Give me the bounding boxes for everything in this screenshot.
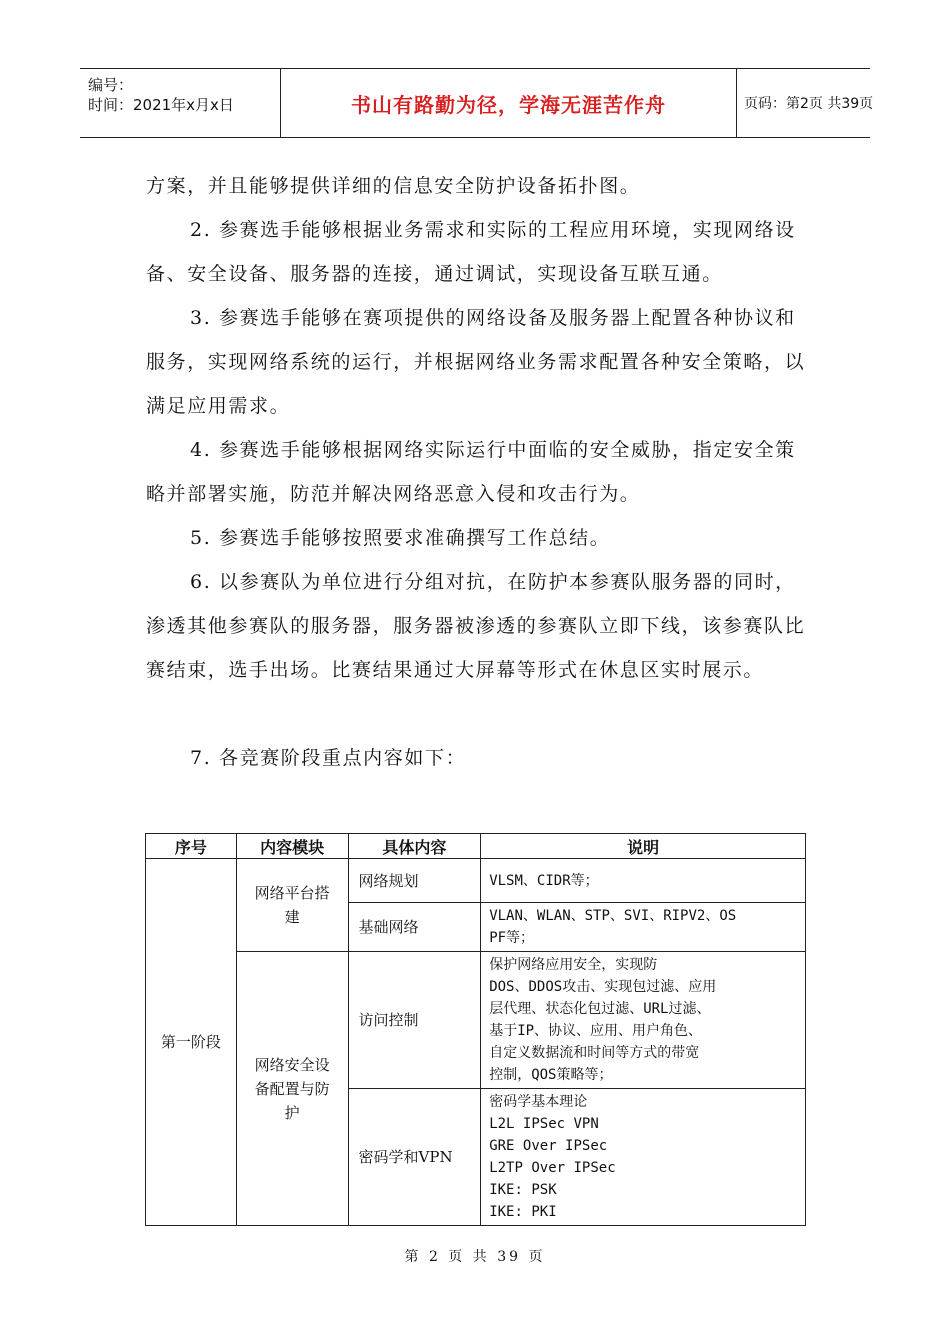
stage-label: 第一阶段: [160, 1033, 221, 1051]
desc-line: IKE: PSK: [489, 1182, 557, 1198]
desc-line: 基于IP、协议、应用、用户角色、: [489, 1023, 703, 1039]
number-label: 编号：: [88, 76, 134, 94]
desc-line: GRE Over IPSec: [489, 1138, 608, 1154]
desc-cell: [481, 1089, 806, 1226]
content-label: 基础网络: [358, 918, 419, 936]
page-header: [80, 68, 874, 138]
content-label: 网络规划: [358, 871, 419, 890]
content-label: 密码学和VPN: [358, 1148, 453, 1166]
content-label: 访问控制: [358, 1011, 419, 1029]
desc-line: IKE: PKI: [489, 1204, 557, 1220]
content-cell: [348, 903, 481, 952]
content-cell: [348, 859, 481, 903]
desc-line: L2L IPSec VPN: [489, 1116, 599, 1132]
desc-line: 密码学基本理论: [489, 1094, 588, 1110]
page-footer: 第 2 页 共 39 页: [404, 1249, 546, 1265]
header-page-label: 页码：第2页 共39页: [744, 96, 874, 112]
table-row: [146, 859, 806, 903]
paragraph-0: 方案，并且能够提供详细的信息安全防护设备拓扑图。: [146, 175, 641, 197]
desc-cell: [481, 903, 806, 952]
desc-line: 控制，QOS策略等；: [489, 1067, 613, 1083]
module-label: 网络平台搭建: [254, 884, 330, 926]
paragraph-6: 7. 各竞赛阶段重点内容如下：: [190, 747, 467, 769]
paragraph-1: 2. 参赛选手能够根据业务需求和实际的工程应用环境，实现网络设备、安全设备、服务器的连接，通过调试，实现设备互联互通。: [146, 219, 796, 285]
desc-line: 保护网络应用安全，实现防: [489, 957, 658, 973]
module-label: 网络安全设备配置与防护: [254, 1055, 330, 1122]
content-cell: [348, 1089, 481, 1226]
header-desc: 说明: [481, 834, 806, 859]
header-content: 具体内容: [348, 834, 481, 859]
table-header-row: [146, 834, 806, 859]
content-table: [145, 833, 806, 1226]
desc-line: VLSM、CIDR等；: [489, 872, 599, 889]
paragraph-3: 4. 参赛选手能够根据网络实际运行中面临的安全威胁，指定安全策略并部署实施，防范并解决网络恶意入侵和攻击行为。: [146, 439, 796, 505]
desc-cell: [481, 859, 806, 903]
header-seq: 序号: [146, 834, 237, 859]
table-row: [146, 952, 806, 1089]
desc-line: 层代理、状态化包过滤、URL过滤、: [489, 1001, 711, 1017]
desc-cell: [481, 952, 806, 1089]
paragraph-2: 3. 参赛选手能够在赛项提供的网络设备及服务器上配置各种协议和服务，实现网络系统的运行，并根据网络业务需求配置各种安全策略，以满足应用需求。: [146, 307, 806, 417]
time-label: 时间：2021年x月x日: [88, 96, 234, 114]
module-cell: [236, 952, 348, 1226]
desc-line: VLAN、WLAN、STP、SVI、RIPV2、OS: [489, 908, 737, 924]
stage-cell: [146, 859, 237, 1226]
desc-line: 自定义数据流和时间等方式的带宽: [489, 1045, 700, 1061]
desc-line: DOS、DDOS攻击、实现包过滤、应用: [489, 979, 717, 995]
desc-line: PF等；: [489, 930, 535, 946]
header-meta: [80, 69, 280, 137]
desc-line: L2TP Over IPSec: [489, 1160, 616, 1176]
paragraph-5: 6. 以参赛队为单位进行分组对抗，在防护本参赛队服务器的同时，渗透其他参赛队的服务器，服务器被渗透的参赛队立即下线，该参赛队比赛结束，选手出场。比赛结果通过大屏幕等形式在休息区实时展示。: [146, 571, 806, 681]
header-motto: 书山有路勤为径，学海无涯苦作舟: [280, 69, 737, 137]
content-cell: [348, 952, 481, 1089]
header-module: 内容模块: [236, 834, 348, 859]
module-cell: [236, 859, 348, 952]
paragraph-4: 5. 参赛选手能够按照要求准确撰写工作总结。: [190, 527, 611, 549]
